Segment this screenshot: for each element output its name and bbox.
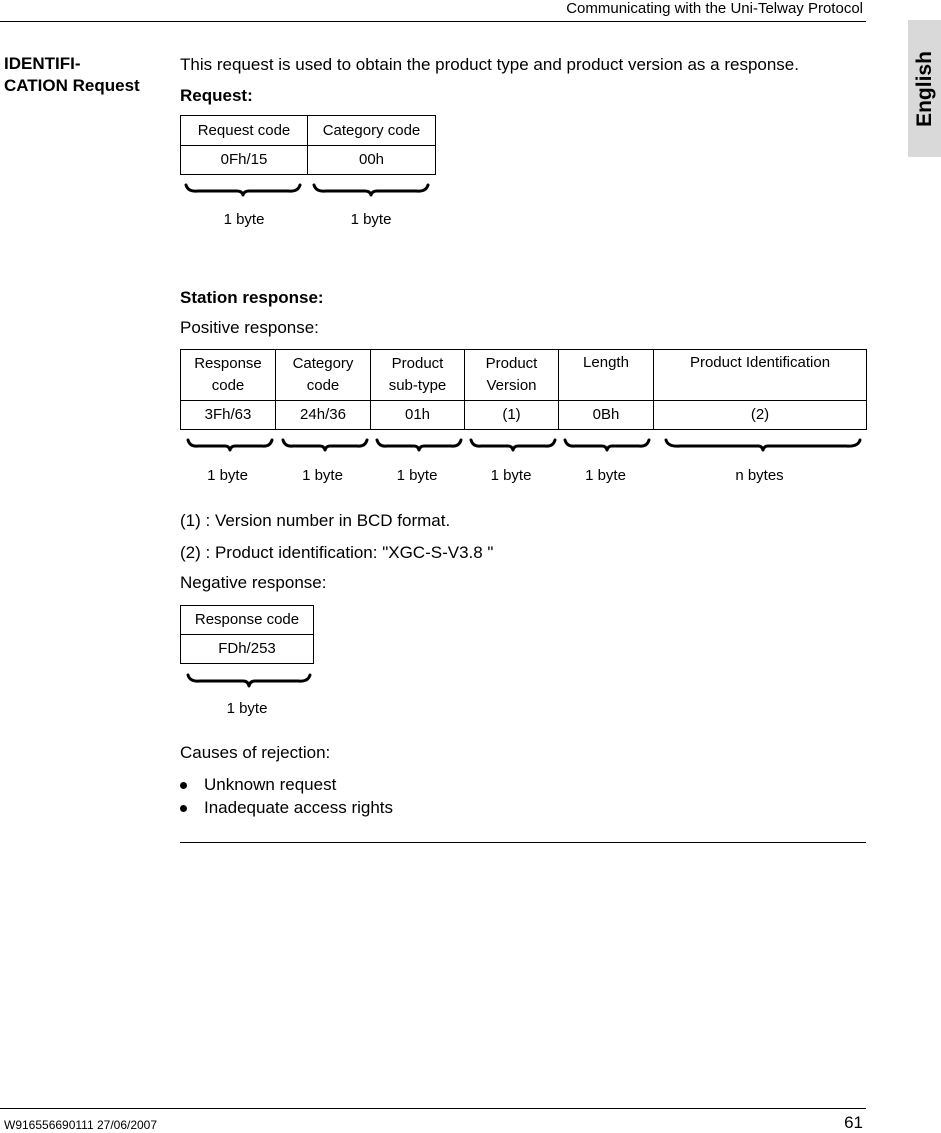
request-value-category-code: 00h [308, 146, 436, 175]
positive-size-3: 1 byte [396, 467, 438, 484]
negative-brace [186, 672, 312, 688]
section-label-line-1: IDENTIFI- [4, 54, 81, 73]
section-label-line-2: CATION Request [4, 76, 140, 95]
positive-brace-6 [664, 437, 862, 451]
rejection-item: Unknown request [204, 775, 337, 794]
negative-value-response-code: FDh/253 [181, 635, 314, 664]
bullet-dot [180, 782, 187, 789]
positive-col-length: Length [559, 350, 654, 401]
negative-response-table [180, 605, 314, 664]
positive-col-response-code: Response code [181, 350, 276, 401]
positive-size-1: 1 byte [207, 467, 248, 484]
request-size-1: 1 byte [223, 211, 265, 228]
positive-value-length: 0Bh [559, 401, 654, 430]
positive-size-6: n bytes [735, 467, 784, 484]
footer-doc-ref: W916556690111 27/06/2007 [4, 1118, 158, 1132]
section-end-rule [180, 842, 866, 843]
request-brace-2 [312, 182, 430, 196]
positive-col-product-sub-type: Product sub-type [371, 350, 465, 401]
page-number: 61 [844, 1113, 863, 1132]
request-heading: Request: [180, 86, 253, 105]
bullet-dot [180, 805, 187, 812]
positive-value-product-version: (1) [465, 401, 559, 430]
positive-value-category-code: 24h/36 [276, 401, 371, 430]
request-table [180, 115, 436, 175]
rejection-item: Inadequate access rights [204, 798, 394, 817]
section-label [4, 53, 140, 97]
request-col-category-code: Category code [308, 116, 436, 146]
station-response-heading: Station response: [180, 288, 324, 307]
request-brace-1 [184, 182, 302, 196]
negative-size: 1 byte [226, 700, 268, 717]
running-header-title: Communicating with the Uni-Telway Protocol [566, 0, 863, 17]
rejection-label: Causes of rejection: [180, 743, 331, 762]
request-size-2: 1 byte [350, 211, 392, 228]
note-2: (2) : Product identification: "XGC-S-V3.8 " [180, 543, 494, 562]
positive-brace-1 [186, 437, 274, 451]
negative-col-response-code: Response code [181, 606, 314, 635]
header-rule [0, 21, 866, 22]
positive-size-2: 1 byte [302, 467, 343, 484]
positive-brace-3 [375, 437, 463, 451]
intro-paragraph: This request is used to obtain the product type and product version as a response. [180, 55, 799, 74]
positive-value-product-sub-type: 01h [371, 401, 465, 430]
positive-brace-5 [563, 437, 651, 451]
request-col-request-code: Request code [181, 116, 308, 146]
positive-response-table [180, 349, 867, 430]
positive-value-response-code: 3Fh/63 [181, 401, 276, 430]
language-tab [908, 20, 941, 157]
positive-response-label: Positive response: [180, 318, 319, 337]
positive-col-product-identification: Product Identification [654, 350, 867, 401]
footer-rule [0, 1108, 866, 1109]
negative-response-label: Negative response: [180, 573, 327, 592]
positive-size-5: 1 byte [585, 467, 626, 484]
positive-size-4: 1 byte [490, 467, 532, 484]
positive-value-product-identification: (2) [654, 401, 867, 430]
request-value-request-code: 0Fh/15 [181, 146, 308, 175]
positive-brace-2 [281, 437, 369, 451]
language-tab-label: English [912, 50, 936, 127]
note-1: (1) : Version number in BCD format. [180, 511, 451, 530]
positive-col-product-version: Product Version [465, 350, 559, 401]
positive-col-category-code: Category code [276, 350, 371, 401]
positive-brace-4 [469, 437, 557, 451]
